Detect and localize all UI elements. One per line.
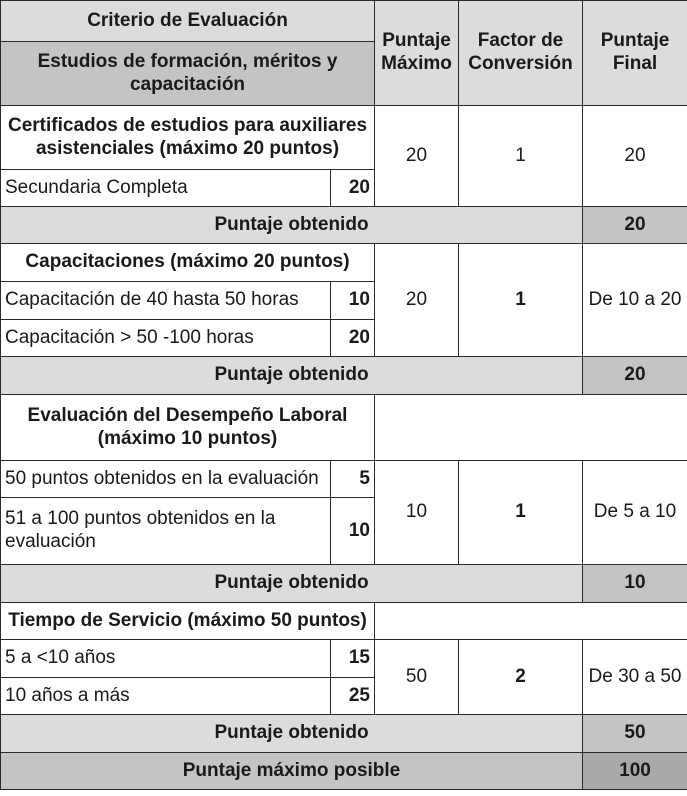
item-points: 25 [331, 678, 375, 715]
item-points: 20 [331, 170, 375, 207]
puntaje-maximo-header: Puntaje Máximo [375, 1, 459, 106]
final-score-desempeno: De 5 a 10 [583, 461, 687, 565]
obtained-label: Puntaje obtenido [1, 207, 583, 244]
factor-certificados: 1 [459, 106, 583, 207]
blank-cell [375, 603, 687, 640]
item-points: 10 [331, 282, 375, 320]
obtained-value: 20 [583, 207, 687, 244]
item-points: 10 [331, 498, 375, 565]
blank-cell [375, 395, 687, 461]
item-label: Secundaria Completa [1, 170, 331, 207]
final-score-capacitaciones: De 10 a 20 [583, 244, 687, 357]
puntaje-final-header: Puntaje Final [583, 1, 687, 106]
final-score-certificados: 20 [583, 106, 687, 207]
criterio-header: Criterio de Evaluación [1, 1, 375, 42]
estudios-subheader: Estudios de formación, méritos y capacitación [1, 42, 375, 106]
section-title-certificados: Certificados de estudios para auxiliares asistenciales (máximo 20 puntos) [1, 106, 375, 170]
obtained-label: Puntaje obtenido [1, 565, 583, 603]
factor-tiempo-servicio: 2 [459, 640, 583, 715]
final-score-tiempo-servicio: De 30 a 50 [583, 640, 687, 715]
item-label: Capacitación de 40 hasta 50 horas [1, 282, 331, 320]
section-title-capacitaciones: Capacitaciones (máximo 20 puntos) [1, 244, 375, 282]
item-points: 20 [331, 320, 375, 357]
obtained-row [1, 357, 687, 395]
obtained-row [1, 715, 687, 753]
obtained-row [1, 565, 687, 603]
section-title-desempeno: Evaluación del Desempeño Laboral (máximo 10 puntos) [1, 395, 375, 461]
item-label: Capacitación > 50 -100 horas [1, 320, 331, 357]
total-row [1, 753, 687, 790]
item-points: 15 [331, 640, 375, 678]
obtained-value: 20 [583, 357, 687, 395]
obtained-label: Puntaje obtenido [1, 357, 583, 395]
item-label: 51 a 100 puntos obtenidos en la evaluación [1, 498, 331, 565]
max-possible-label: Puntaje máximo posible [1, 753, 583, 790]
max-score-desempeno: 10 [375, 461, 459, 565]
max-score-capacitaciones: 20 [375, 244, 459, 357]
max-score-certificados: 20 [375, 106, 459, 207]
section-title-tiempo-servicio: Tiempo de Servicio (máximo 50 puntos) [1, 603, 375, 640]
factor-capacitaciones: 1 [459, 244, 583, 357]
item-points: 5 [331, 461, 375, 498]
factor-desempeno: 1 [459, 461, 583, 565]
max-score-tiempo-servicio: 50 [375, 640, 459, 715]
item-label: 10 años a más [1, 678, 331, 715]
obtained-row [1, 207, 687, 244]
item-label: 50 puntos obtenidos en la evaluación [1, 461, 331, 498]
obtained-label: Puntaje obtenido [1, 715, 583, 753]
factor-conversion-header: Factor de Conversión [459, 1, 583, 106]
item-label: 5 a <10 años [1, 640, 331, 678]
obtained-value: 50 [583, 715, 687, 753]
obtained-value: 10 [583, 565, 687, 603]
max-possible-value: 100 [583, 753, 687, 790]
